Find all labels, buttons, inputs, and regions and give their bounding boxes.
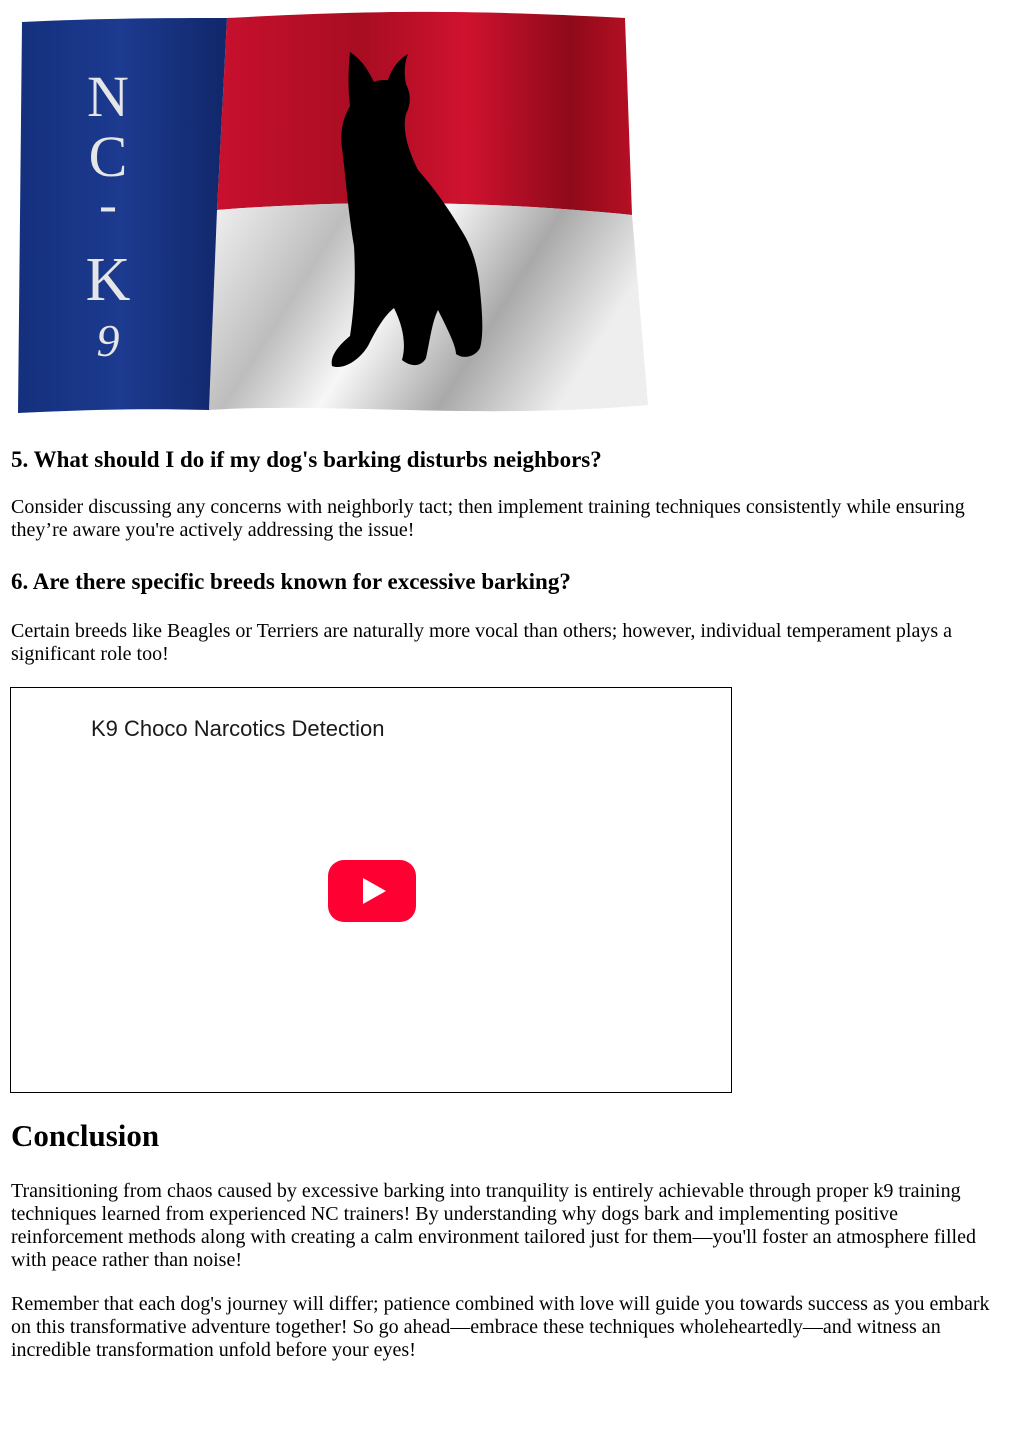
flag-letter: - bbox=[99, 174, 117, 234]
flag-letter: C bbox=[88, 124, 128, 189]
flag-letter: 9 bbox=[96, 315, 120, 366]
flag-letter: K bbox=[85, 246, 131, 314]
conclusion-paragraph: Transitioning from chaos caused by excessive barking into tranquility is entirely achievable through proper k9 training techniques learned from experienced NC trainers! By understanding why dogs bark and implementing positive reinforcement methods along with creating a calm environment tailored just for them—you'll foster an atmosphere filled with peace rather than noise! bbox=[11, 1180, 976, 1271]
conclusion-heading: Conclusion bbox=[11, 1118, 160, 1153]
faq-answer: Consider discussing any concerns with neighborly tact; then implement training techniques consistently while ensuring they’re aware you're actively addressing the issue! bbox=[11, 496, 965, 541]
faq-answer: Certain breeds like Beagles or Terriers are naturally more vocal than others; however, individual temperament plays a significant role too! bbox=[11, 620, 952, 665]
youtube-play-icon[interactable] bbox=[328, 860, 416, 922]
video-embed[interactable] bbox=[10, 687, 732, 1093]
faq-question: 5. What should I do if my dog's barking disturbs neighbors? bbox=[11, 447, 602, 472]
conclusion-paragraph: Remember that each dog's journey will differ; patience combined with love will guide you towards success as you embark on this transformative adventure together! So go ahead—embrace these techniques wholeheartedly—and witness an incredible transformation unfold before your eyes! bbox=[11, 1293, 990, 1361]
video-title[interactable]: K9 Choco Narcotics Detection bbox=[91, 716, 385, 741]
faq-question: 6. Are there specific breeds known for excessive barking? bbox=[11, 569, 571, 594]
flag-letter: N bbox=[87, 64, 129, 129]
nc-k9-flag-image bbox=[12, 10, 652, 420]
